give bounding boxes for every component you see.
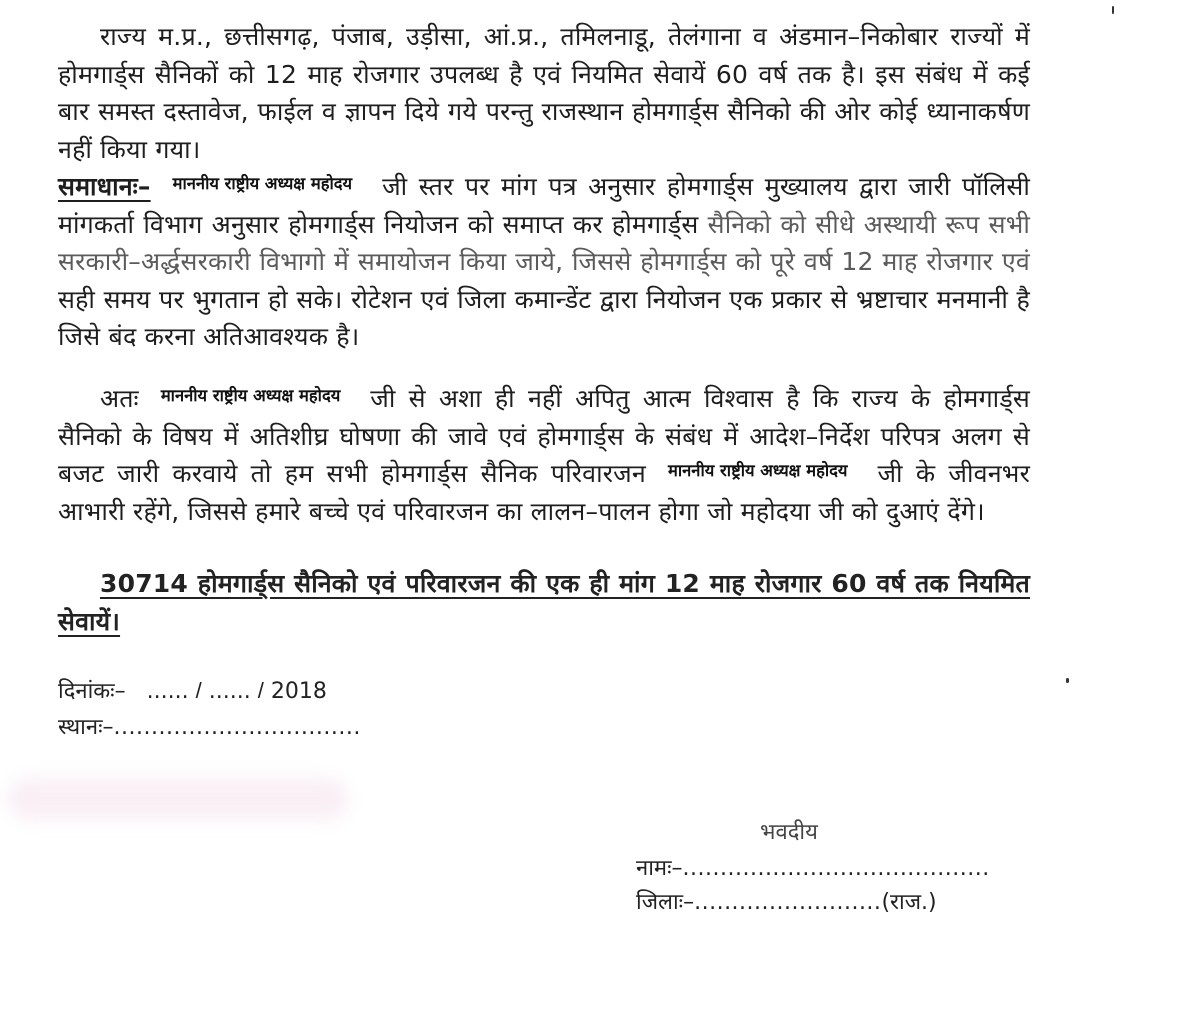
solution-text-c: सही समय पर भुगतान हो सके। रोटेशन एवं जिला कमान्डेंट द्वारा नियोजन एक प्रकार से भ्रष्टाचार मनमानी है जिसे बंद करना अतिआवश्यक है। [58,284,1030,351]
paragraph-demand [58,565,1030,640]
name-label: नामः– [636,856,683,881]
addressee-stamp: माननीय राष्ट्रीय अध्यक्ष महोदय [157,173,368,195]
signature-name-line [636,852,990,882]
district-label: जिलाः– [636,890,695,915]
date-separator: / [195,678,202,703]
date-separator: / [257,678,264,703]
ink-speck [1066,678,1069,683]
paragraph-solution [58,168,1030,356]
solution-text-a: जी स्तर पर मांग पत्र अनुसार होमगार्ड्स मुख्यालय द्वारा जारी पॉलिसी मांगकर्ता विभाग अनुसार होमगार्ड्स नियोजन को समाप्त कर होमगार्ड्स [58,172,1030,239]
date-year: 2018 [270,679,327,704]
signature-district-line [636,886,937,916]
paragraph-text: राज्य म.प्र., छत्तीसगढ़, पंजाब, उड़ीसा, आं.प्र., तमिलनाडू, तेलंगाना व अंडमान–निकोबार राज्यों में होमगार्ड्स सैनिकों को 12 माह रोजगार उपलब्ध है एवं नियमित सेवायें 60 वर्ष तक है। इस संबंध में कई बार समस्त दस्तावेज, फाईल व ज्ञापन दिये गये परन्तु राजस्थान होमगार्ड्स सैनिको की ओर कोई ध्यानाकर्षण नहीं किया गया। [58,22,1030,164]
date-day: ...... [146,679,189,704]
paper-smudge [8,778,348,820]
district-suffix: (राज.) [881,890,937,915]
request-prefix: अतः [100,384,139,413]
request-text-a: जी से अशा ही नहीं अपितु आत्म विश्वास है कि राज्य के होमगार्ड्स सैनिको के विषय में अतिशीघ्र घोषणा की जावे एवं होमगार्ड्स के संबंध में आदेश–निर्देश परिपत्र अलग से बजट जारी करवाये तो हम सभी होमगार्ड्स सैनिक परिवारजन [58,384,1030,488]
solution-label: समाधानः– [58,172,151,201]
solution-text-b: सैनिको को सीधे अस्थायी रूप सभी सरकारी–अर्द्धसरकारी विभागो में समायोजन किया जाये, जिससे होमगार्ड्स को पूरे वर्ष 12 माह रोजगार एवं [58,209,1030,276]
place-line [58,713,361,743]
addressee-stamp: माननीय राष्ट्रीय अध्यक्ष महोदय [145,385,356,407]
request-text-b: जी के जीवनभर आभारी रहेंगे, जिससे हमारे बच्चे एवं परिवारजन का लालन–पालन होगा जो महोदया जी को दुआएं देंगे। [58,459,1030,526]
date-label: दिनांकः– [58,679,126,704]
paragraph-request [58,380,1030,530]
district-value: ......................... [694,890,882,915]
date-month: ...... [208,679,251,704]
addressee-stamp: माननीय राष्ट्रीय अध्यक्ष महोदय [652,460,863,482]
date-line [58,676,327,707]
name-value: ......................................... [682,856,990,881]
signature-greeting: भवदीय [760,820,818,845]
paragraph-states-employment [58,18,1030,168]
place-label: स्थानः– [58,715,114,740]
ink-speck [1112,6,1114,14]
demand-text: 30714 होमगार्ड्स सैनिको एवं परिवारजन की एक ही मांग 12 माह रोजगार 60 वर्ष तक नियमित सेवायें। [58,569,1030,636]
place-value: ................................. [113,715,361,740]
